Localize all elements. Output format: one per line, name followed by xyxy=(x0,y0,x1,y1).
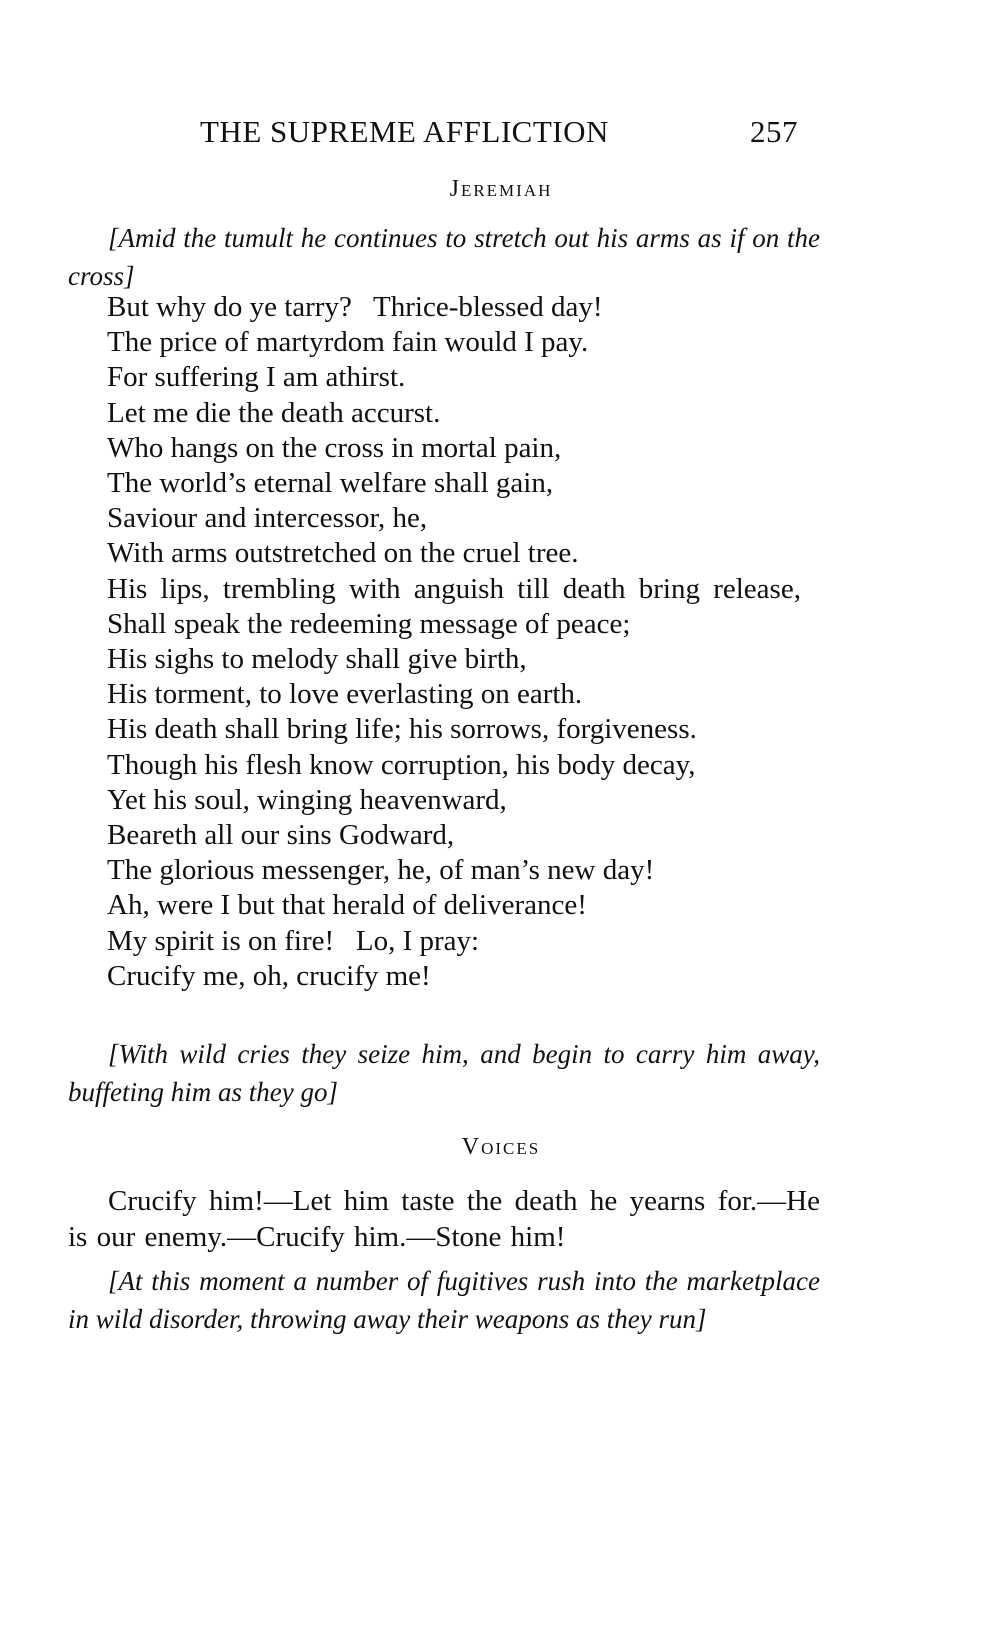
verse-line: His sighs to melody shall give birth, xyxy=(107,643,527,676)
verse-line: The world’s eternal welfare shall gain, xyxy=(107,467,554,500)
stage-direction: [Amid the tumult he continues to stretch out his arms as if on the cross] xyxy=(68,223,820,291)
verse-line: The glorious messenger, he, of man’s new day! xyxy=(107,854,655,887)
verse-line: The price of martyrdom fain would I pay. xyxy=(107,326,589,359)
stage-direction: [With wild cries they seize him, and begin to carry him away, buffeting him as they go] xyxy=(68,1039,820,1107)
verse-line: Who hangs on the cross in mortal pain, xyxy=(107,431,562,464)
stage-direction: [At this moment a number of fugitives rush into the marketplace in wild disorder, throwing away their weapons as they run] xyxy=(68,1266,820,1334)
verse-line: His torment, to love everlasting on earth. xyxy=(107,678,583,711)
verse-line: With arms outstretched on the cruel tree. xyxy=(107,537,579,570)
verse-line: Yet his soul, winging heavenward, xyxy=(107,783,507,816)
speaker-name-voices: Voices xyxy=(461,1134,541,1160)
verse-line: My spirit is on fire! Lo, I pray: xyxy=(107,924,480,957)
verse-line: Let me die the death accurst. xyxy=(107,396,441,429)
speech-paragraph: Crucify him!—Let him taste the death he yearns for.—He is our enemy.—Crucify him.—Stone him! xyxy=(68,1185,820,1253)
verse-line: Saviour and intercessor, he, xyxy=(107,502,428,535)
verse-line: Beareth all our sins Godward, xyxy=(107,819,455,852)
verse-line: Though his flesh know corruption, his body decay, xyxy=(107,748,696,781)
verse-line: Shall speak the redeeming message of peace; xyxy=(107,607,631,640)
running-title: THE SUPREME AFFLICTION xyxy=(200,114,609,149)
verse-block xyxy=(107,290,820,994)
verse-line: But why do ye tarry? Thrice-blessed day! xyxy=(107,291,603,323)
verse-line: Crucify me, oh, crucify me! xyxy=(107,959,431,992)
verse-line: His lips, trembling with anguish till death bring release, xyxy=(107,572,801,605)
verse-line: His death shall bring life; his sorrows, forgiveness. xyxy=(107,713,697,746)
verse-line: Ah, were I but that herald of deliverance! xyxy=(107,889,587,922)
speaker-name-jeremiah: Jeremiah xyxy=(449,176,553,202)
page-number: 257 xyxy=(750,114,798,149)
verse-line: For suffering I am athirst. xyxy=(107,361,406,394)
